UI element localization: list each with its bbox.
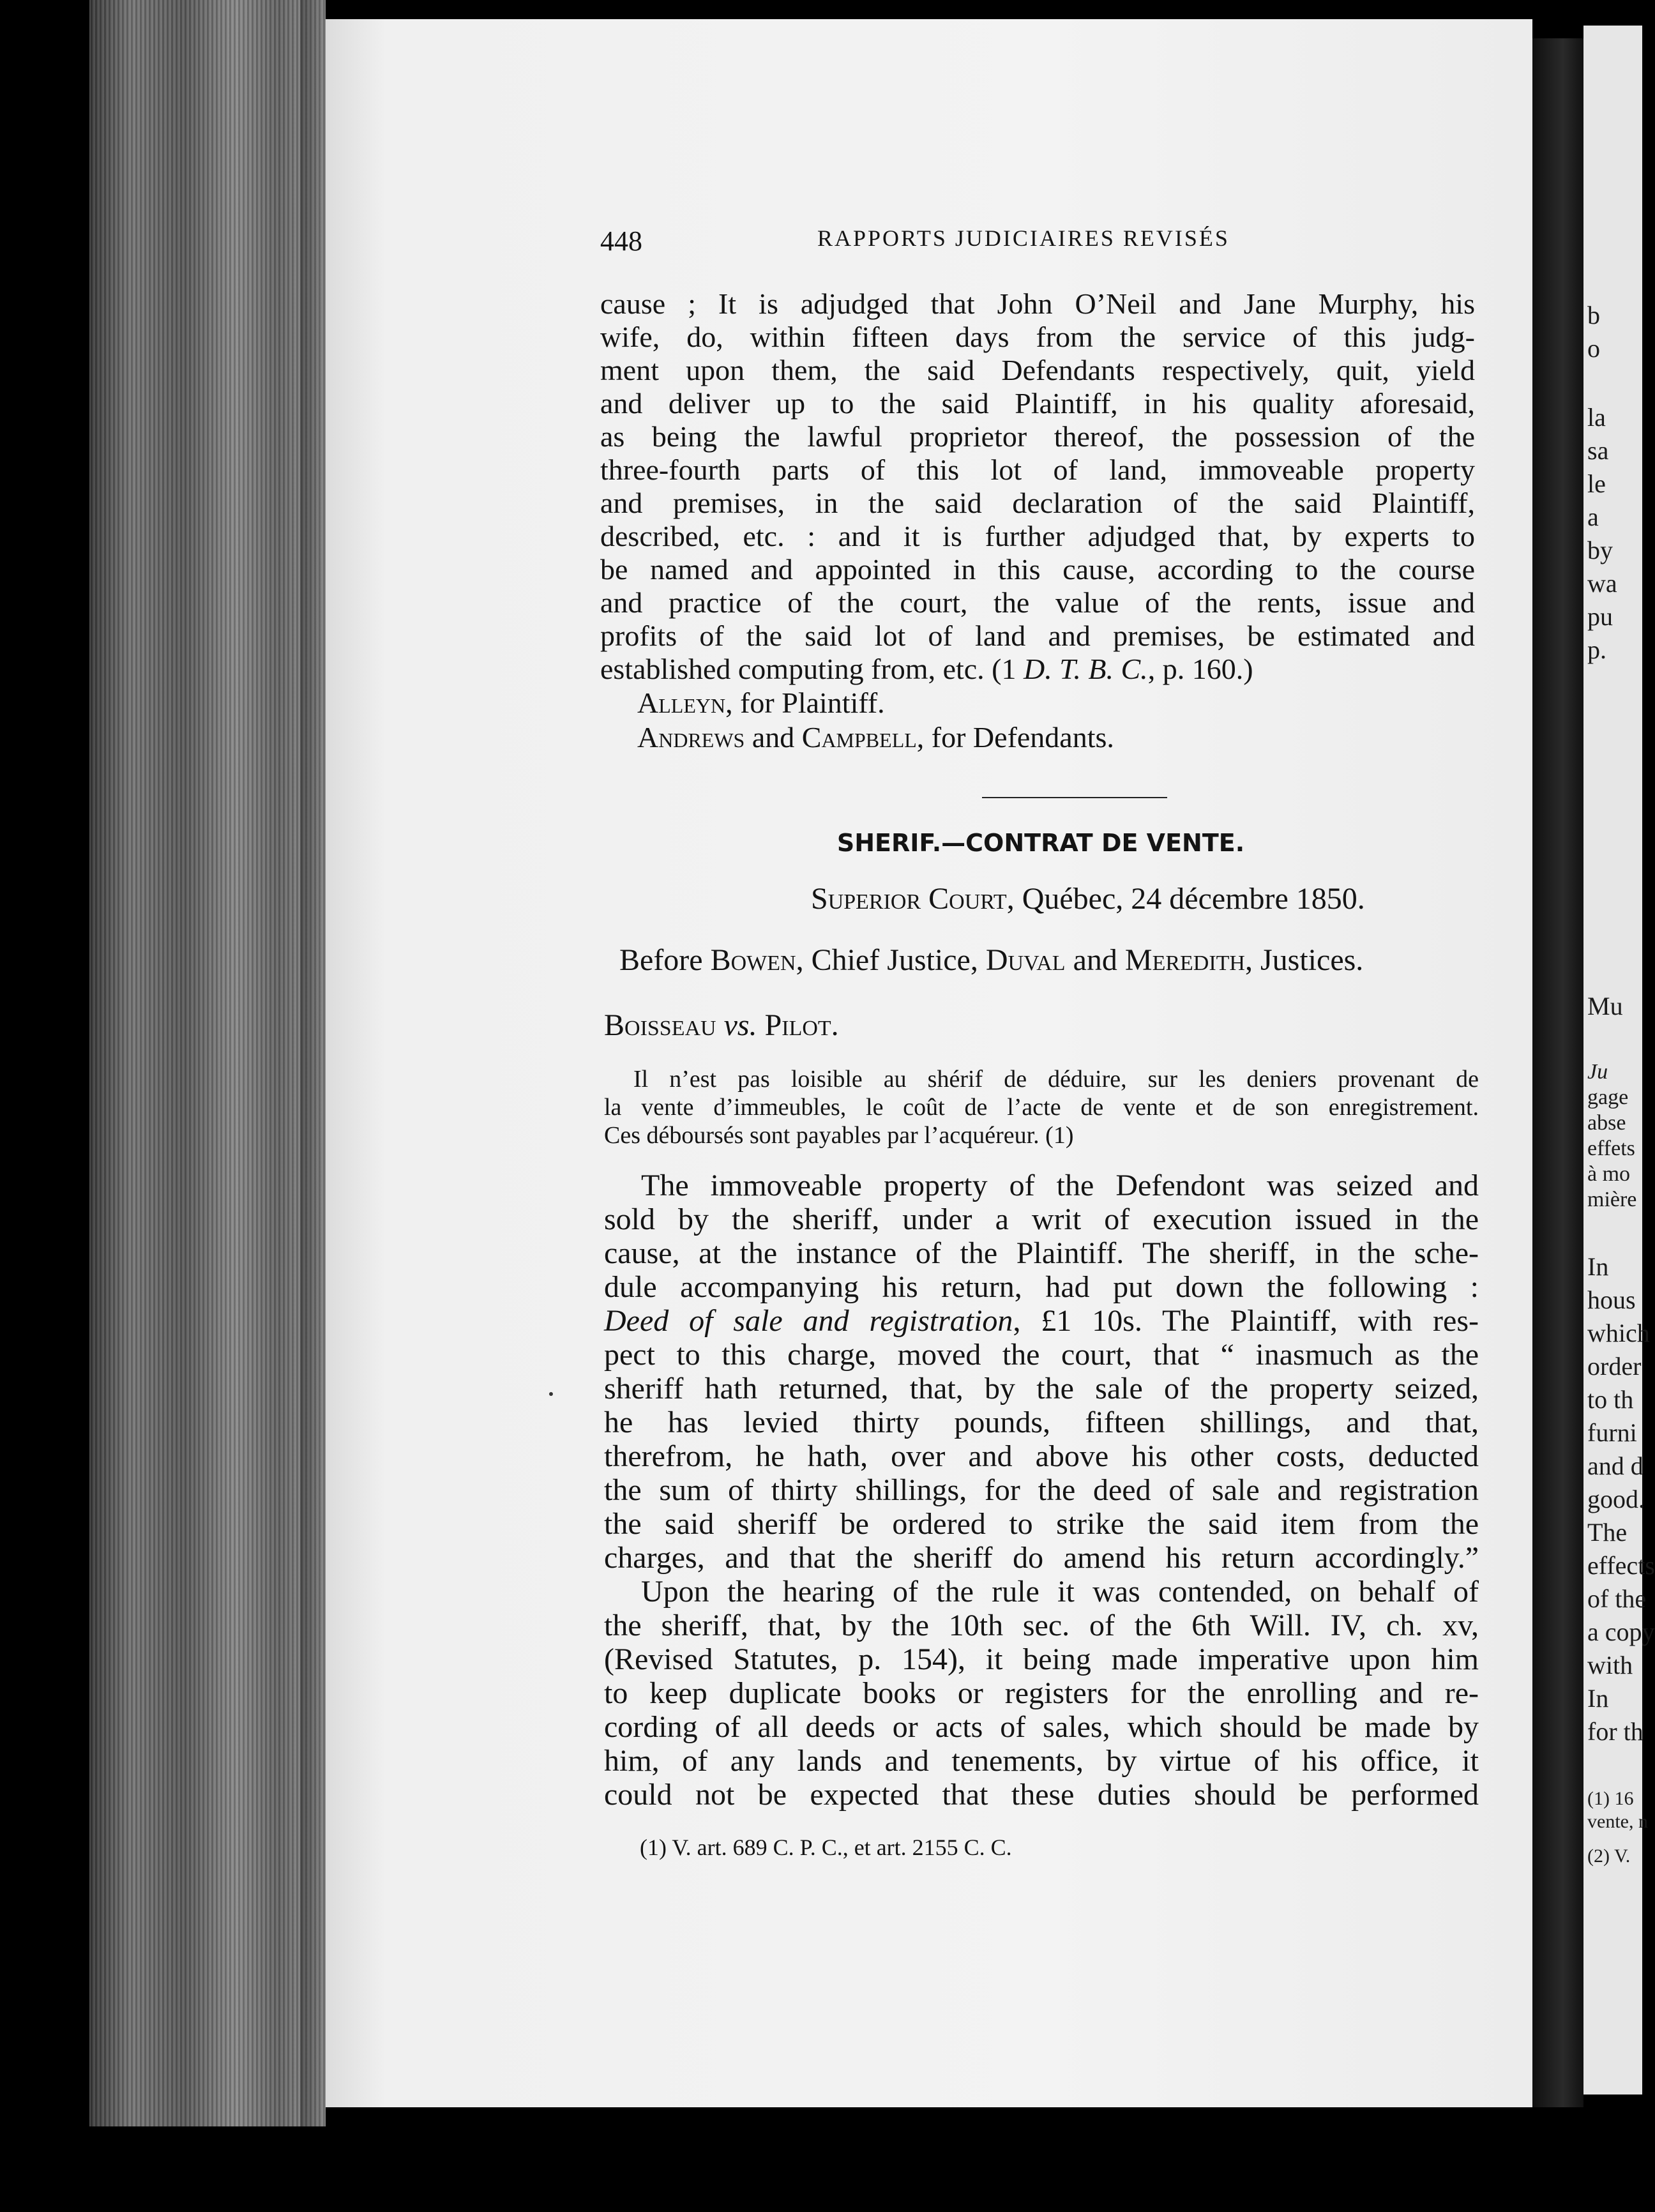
citation-reporter: D. T. B. C. <box>1024 653 1148 685</box>
counsel-name: Alleyn <box>637 686 726 719</box>
text-line: Upon the hearing of the rule it was contended, on behalf of <box>641 1575 1479 1609</box>
party-name: Pilot. <box>764 1008 839 1042</box>
bench-text: , Justices. <box>1244 943 1364 977</box>
bench-text: Before <box>619 943 711 977</box>
facing-text: Ju <box>1587 1060 1608 1084</box>
facing-text: la <box>1587 403 1606 432</box>
judge-name: Bowen <box>710 943 796 977</box>
citation-page: , p. 160.) <box>1147 653 1253 685</box>
facing-text: furni <box>1587 1418 1637 1447</box>
facing-text: vente, n <box>1587 1811 1648 1832</box>
facing-text: order <box>1587 1352 1642 1381</box>
facing-text: hous <box>1587 1285 1636 1314</box>
facing-text: In <box>1587 1684 1609 1713</box>
text-line: cause ; It is adjudged that John O’Neil and Jane Murphy, his <box>600 287 1475 320</box>
case-body <box>604 1169 1479 1812</box>
facing-text: for th <box>1587 1717 1644 1746</box>
facing-text: of the <box>1587 1584 1647 1613</box>
text-line: profits of the said lot of land and premises, be estimated and <box>600 619 1475 652</box>
text-line: he has levied thirty pounds, fifteen shillings, and that, <box>604 1405 1479 1439</box>
counsel-plaintiff <box>600 686 1475 720</box>
headnote-line: Il n’est pas loisible au shérif de déduire, sur les deniers provenant de <box>633 1066 1479 1093</box>
court-date: , Québec, 24 décembre 1850. <box>1006 882 1365 916</box>
judge-name: Duval <box>985 943 1066 977</box>
deed-italic: Deed of sale and registration <box>604 1304 1013 1338</box>
facing-text: (2) V. <box>1587 1845 1631 1867</box>
text-line: cording of all deeds or acts of sales, which should be made by <box>604 1710 1479 1744</box>
case-title: SHERIF.—CONTRAT DE VENTE. <box>836 829 1245 857</box>
text-line: him, of any lands and tenements, by virtue of his office, it <box>604 1744 1479 1778</box>
facing-text: gage <box>1587 1086 1629 1109</box>
text-line: three-fourth parts of this lot of land, immoveable property <box>600 453 1475 486</box>
facing-text: le <box>1587 469 1606 498</box>
text-line: described, etc. : and it is further adjudged that, by experts to <box>600 520 1475 552</box>
party-name: Boisseau <box>604 1008 716 1042</box>
text-line: be named and appointed in this cause, according to the course <box>600 553 1475 586</box>
facing-text: In <box>1587 1252 1609 1281</box>
text-line: and premises, in the said declaration of the said Plaintiff, <box>600 487 1475 519</box>
text-line: sheriff hath returned, that, by the sale of the property seized, <box>604 1372 1479 1405</box>
text-line: cause, at the instance of the Plaintiff. The sheriff, in the sche- <box>604 1236 1479 1270</box>
text-line: pect to this charge, moved the court, that “ inasmuch as the <box>604 1338 1479 1372</box>
text-line <box>604 1304 1479 1338</box>
facing-text: o <box>1587 334 1600 363</box>
text-line: the sum of thirty shillings, for the deed of sale and registration <box>604 1473 1479 1507</box>
ink-speck <box>549 1392 553 1396</box>
facing-text: and d <box>1587 1451 1644 1480</box>
text-line: therefrom, he hath, over and above his other costs, deducted <box>604 1439 1479 1473</box>
text-line: could not be expected that these duties should be performed <box>604 1778 1479 1812</box>
citation-line <box>600 653 1475 686</box>
facing-page-fragment <box>1583 26 1655 2095</box>
text-line: sold by the sheriff, under a writ of execution issued in the <box>604 1202 1479 1236</box>
headnote-line: Ces déboursés sont payables par l’acquéreur. (1) <box>604 1122 1074 1149</box>
facing-text: sa <box>1587 436 1609 465</box>
text-line: dule accompanying his return, had put down the following : <box>604 1270 1479 1304</box>
counsel-name: Campbell <box>801 721 917 754</box>
bench-text: and <box>1065 943 1125 977</box>
facing-text: effets <box>1587 1137 1635 1160</box>
parties-line <box>604 1008 839 1043</box>
headnote-line: la vente d’immeubles, le coût de l’acte de vente et de son enregistrement. <box>604 1094 1479 1121</box>
facing-text: b <box>1587 301 1600 330</box>
facing-text: (1) 16 <box>1587 1788 1634 1809</box>
facing-text: with <box>1587 1651 1633 1679</box>
running-head-title: RAPPORTS JUDICIAIRES REVISÉS <box>817 225 1230 251</box>
versus: vs. <box>716 1008 765 1042</box>
text-line: as being the lawful proprietor thereof, the possession of the <box>600 420 1475 453</box>
section-divider <box>982 797 1167 798</box>
court-line <box>811 881 1365 916</box>
book-page-edges <box>89 0 326 2126</box>
counsel-defendants <box>600 720 1475 755</box>
counsel-and: and <box>744 721 802 754</box>
text-line: wife, do, within fifteen days from the service of this judg- <box>600 321 1475 353</box>
text-line: ment upon them, the said Defendants respectively, quit, yield <box>600 354 1475 386</box>
facing-text: which <box>1587 1319 1650 1347</box>
counsel-name: Andrews <box>637 721 745 754</box>
court-name: Superior Court <box>811 882 1007 916</box>
facing-text: effects <box>1587 1551 1655 1580</box>
facing-text: a copy <box>1587 1617 1655 1646</box>
facing-text: a <box>1587 503 1599 531</box>
counsel-role: , for Plaintiff. <box>725 686 885 719</box>
counsel-role: , for Defendants. <box>916 721 1114 754</box>
text-line: charges, and that the sheriff do amend his return accordingly.” <box>604 1541 1479 1575</box>
page-number: 448 <box>600 225 642 257</box>
judge-name: Meredith <box>1124 943 1245 977</box>
bench-text: , Chief Justice, <box>796 943 986 977</box>
facing-text: wa <box>1587 569 1617 598</box>
facing-text: p. <box>1587 635 1606 664</box>
facing-text: pu <box>1587 602 1613 631</box>
text-line: and deliver up to the said Plaintiff, in his quality aforesaid, <box>600 387 1475 420</box>
text-line: the said sheriff be ordered to strike the said item from the <box>604 1507 1479 1541</box>
deed-rest: , £1 10s. The Plaintiff, with res- <box>1013 1304 1479 1338</box>
facing-text: good. <box>1587 1485 1645 1513</box>
text-line: and practice of the court, the value of the rents, issue and <box>600 586 1475 619</box>
text-line: to keep duplicate books or registers for the enrolling and re- <box>604 1676 1479 1710</box>
bench-line <box>619 943 1363 978</box>
facing-text: Mu <box>1587 992 1623 1020</box>
facing-text: The <box>1587 1518 1628 1547</box>
citation-text: established computing from, etc. (1 <box>600 653 1024 685</box>
text-line: The immoveable property of the Defendont was seized and <box>641 1169 1479 1202</box>
running-head <box>600 225 1264 263</box>
book-gutter <box>1532 38 1583 2107</box>
footnote: (1) V. art. 689 C. P. C., et art. 2155 C. C. <box>640 1835 1012 1860</box>
text-line: the sheriff, that, by the 10th sec. of the 6th Will. IV, ch. xv, <box>604 1609 1479 1642</box>
facing-text: mière <box>1587 1188 1637 1211</box>
facing-text: abse <box>1587 1111 1626 1135</box>
facing-text: by <box>1587 536 1613 564</box>
headnote <box>604 1065 1479 1149</box>
previous-case-conclusion <box>600 287 1475 755</box>
facing-text: à mo <box>1587 1162 1631 1186</box>
text-line: (Revised Statutes, p. 154), it being made imperative upon him <box>604 1642 1479 1676</box>
facing-text: to th <box>1587 1385 1634 1414</box>
